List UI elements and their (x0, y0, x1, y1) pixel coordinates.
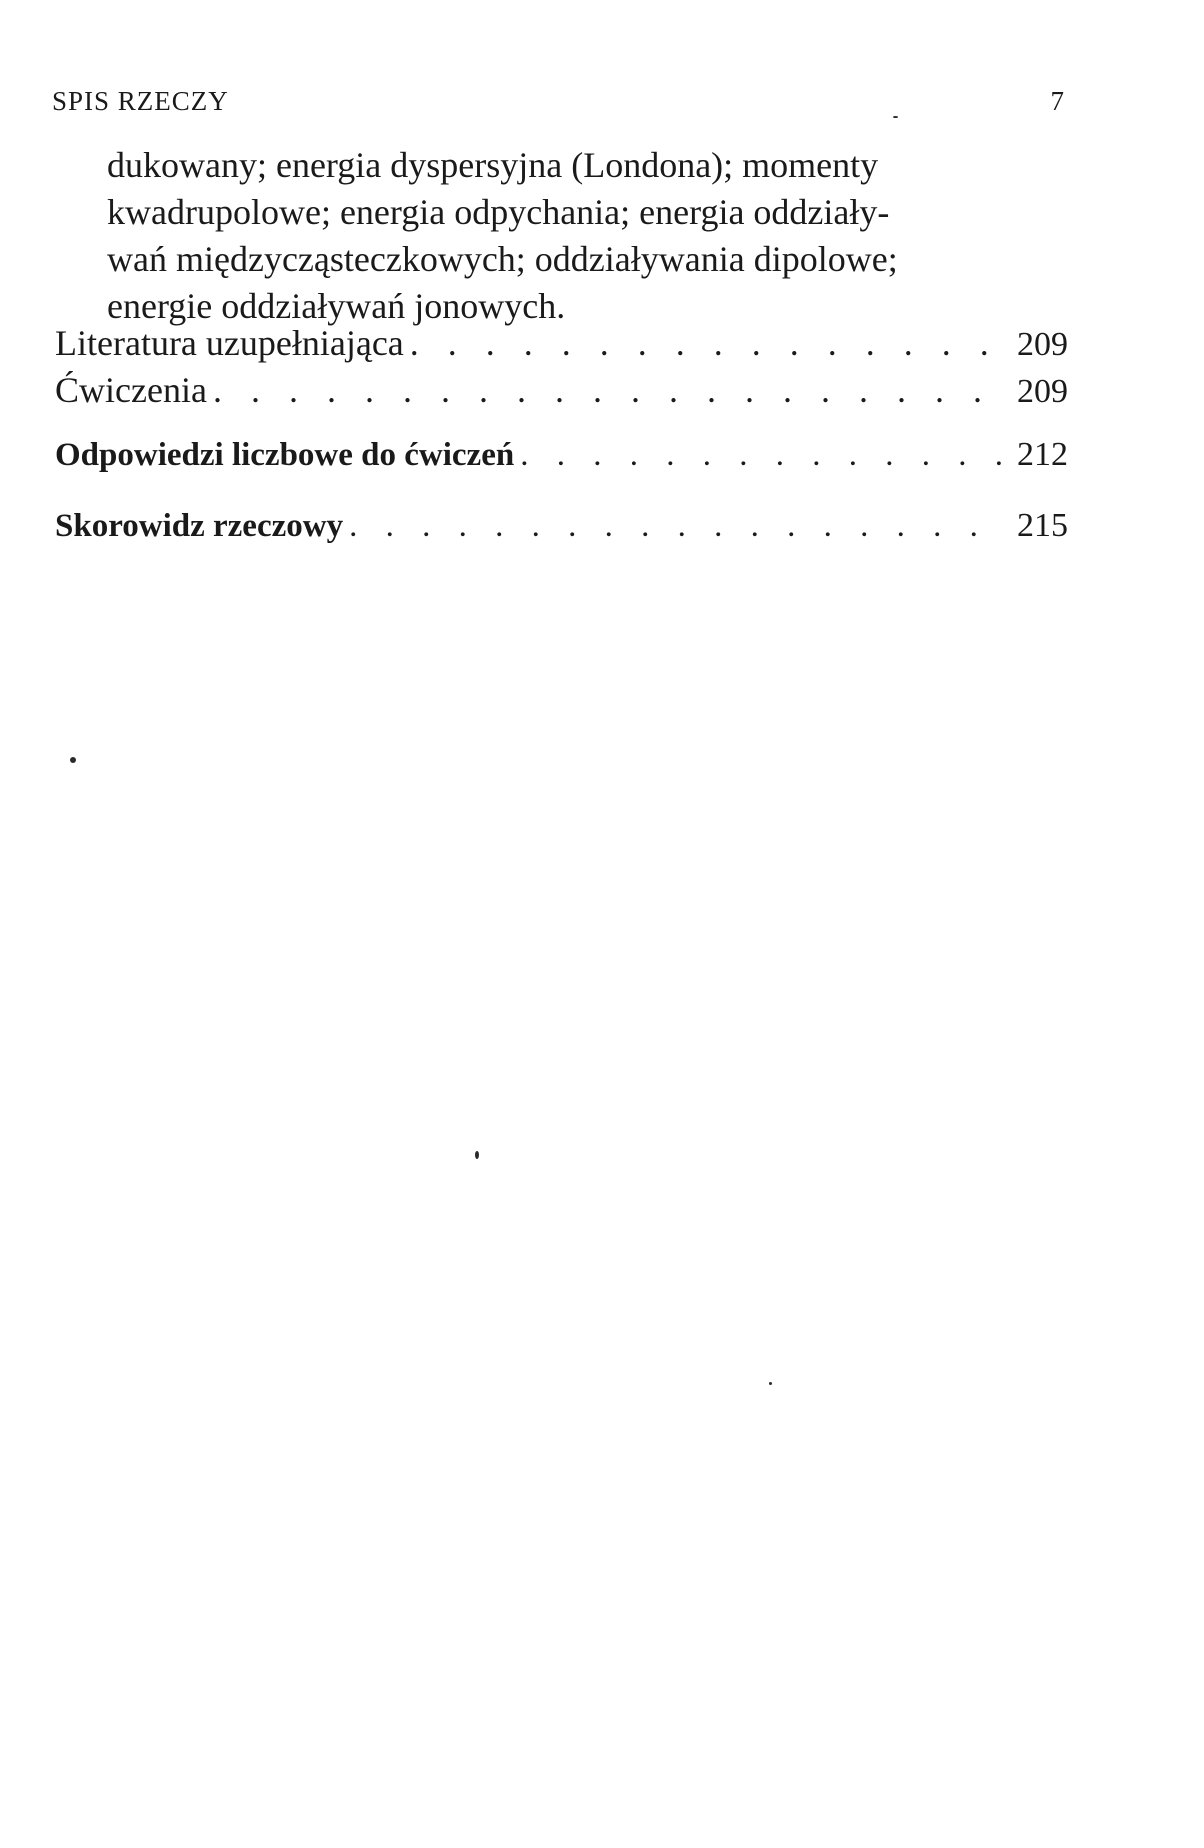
scan-speck (893, 116, 898, 118)
toc-entry-page: 212 (1017, 436, 1068, 473)
toc-entry-label: Ćwiczenia (55, 370, 207, 410)
toc-entry-odpowiedzi (55, 436, 1068, 474)
scan-speck (475, 1151, 479, 1159)
toc-entry-literatura (55, 322, 1068, 364)
continuation-line: energie oddziaływań jonowych. (107, 286, 566, 326)
dot-leader (410, 322, 1002, 364)
continuation-line: dukowany; energia dyspersyjna (Londona); momenty (107, 145, 879, 185)
toc-continuation-text (107, 142, 987, 330)
toc-entry-skorowidz (55, 507, 1068, 545)
dot-leader (520, 437, 1002, 474)
toc-entry-page: 215 (1017, 507, 1068, 544)
dot-leader (349, 508, 1002, 545)
scan-speck (70, 757, 76, 763)
running-title: SPIS RZECZY (52, 86, 229, 116)
dot-leader (213, 369, 1002, 411)
toc-entry-label: Literatura uzupełniająca (55, 323, 404, 363)
scan-speck (769, 1382, 772, 1385)
toc-entry-label: Skorowidz rzeczowy (55, 508, 344, 544)
page-number: 7 (1050, 86, 1064, 116)
toc-entry-page: 209 (1017, 373, 1068, 410)
toc-entry-cwiczenia (55, 369, 1068, 411)
toc-entry-page: 209 (1017, 326, 1068, 363)
continuation-line: wań międzycząsteczkowych; oddziaływania dipolowe; (107, 239, 898, 279)
running-header (52, 86, 1064, 122)
toc-entry-label: Odpowiedzi liczbowe do ćwiczeń (55, 437, 515, 473)
continuation-line: kwadrupolowe; energia odpychania; energia oddziały- (107, 192, 890, 232)
